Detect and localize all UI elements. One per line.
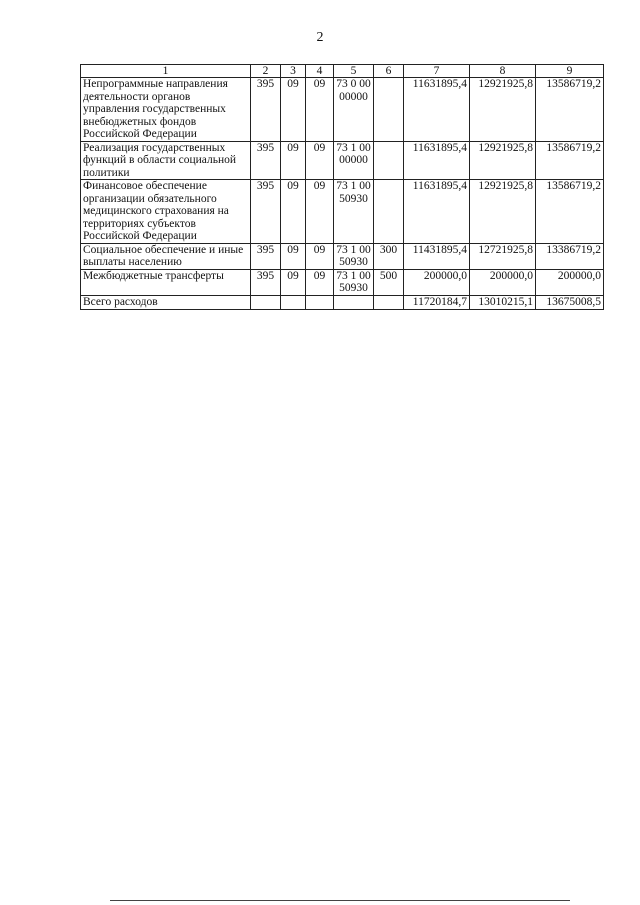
row-expense-type xyxy=(374,180,404,244)
row-amount-year3: 13386719,2 xyxy=(536,243,604,269)
row-name: Реализация государственных функций в области социальной политики xyxy=(81,141,251,180)
row-section-code: 09 xyxy=(281,180,306,244)
row-amount-year2: 200000,0 xyxy=(470,269,536,295)
row-name: Непрограммные направления деятельности органов управления государственных внебюджетных фондов Российской Федерации xyxy=(81,78,251,142)
row-admin-code: 395 xyxy=(251,141,281,180)
row-expense-type: 500 xyxy=(374,269,404,295)
expenditure-table xyxy=(80,64,604,310)
row-admin-code: 395 xyxy=(251,180,281,244)
column-header: 9 xyxy=(536,65,604,78)
total-label: Всего расходов xyxy=(81,295,251,309)
row-amount-year1: 11631895,4 xyxy=(404,180,470,244)
header-row xyxy=(81,65,604,78)
row-subsection-code: 09 xyxy=(306,78,334,142)
row-expense-type xyxy=(374,141,404,180)
row-target-article: 73 1 00 00000 xyxy=(334,141,374,180)
total-amount-year3: 13675008,5 xyxy=(536,295,604,309)
row-admin-code: 395 xyxy=(251,269,281,295)
column-header: 7 xyxy=(404,65,470,78)
row-target-article: 73 1 00 50930 xyxy=(334,180,374,244)
row-subsection-code: 09 xyxy=(306,269,334,295)
empty-cell xyxy=(334,295,374,309)
empty-cell xyxy=(251,295,281,309)
row-subsection-code: 09 xyxy=(306,243,334,269)
row-amount-year3: 13586719,2 xyxy=(536,141,604,180)
row-target-article: 73 1 00 50930 xyxy=(334,243,374,269)
table-row xyxy=(81,180,604,244)
empty-cell xyxy=(281,295,306,309)
column-header: 8 xyxy=(470,65,536,78)
table-row xyxy=(81,141,604,180)
row-amount-year3: 13586719,2 xyxy=(536,180,604,244)
row-name: Финансовое обеспечение организации обязательного медицинского страхования на территориях субъектов Российской Федерации xyxy=(81,180,251,244)
row-amount-year3: 13586719,2 xyxy=(536,78,604,142)
empty-cell xyxy=(306,295,334,309)
column-header: 2 xyxy=(251,65,281,78)
row-amount-year1: 11631895,4 xyxy=(404,78,470,142)
total-row xyxy=(81,295,604,309)
table-row xyxy=(81,243,604,269)
row-amount-year2: 12921925,8 xyxy=(470,141,536,180)
column-header: 3 xyxy=(281,65,306,78)
row-section-code: 09 xyxy=(281,141,306,180)
empty-cell xyxy=(374,295,404,309)
row-target-article: 73 0 00 00000 xyxy=(334,78,374,142)
row-expense-type: 300 xyxy=(374,243,404,269)
row-target-article: 73 1 00 50930 xyxy=(334,269,374,295)
column-header: 1 xyxy=(81,65,251,78)
column-header: 6 xyxy=(374,65,404,78)
row-amount-year1: 11431895,4 xyxy=(404,243,470,269)
row-section-code: 09 xyxy=(281,78,306,142)
row-subsection-code: 09 xyxy=(306,141,334,180)
row-section-code: 09 xyxy=(281,269,306,295)
bottom-edge-line xyxy=(110,900,570,901)
row-amount-year1: 11631895,4 xyxy=(404,141,470,180)
row-name: Межбюджетные трансферты xyxy=(81,269,251,295)
row-section-code: 09 xyxy=(281,243,306,269)
table-row xyxy=(81,269,604,295)
row-expense-type xyxy=(374,78,404,142)
row-name: Социальное обеспечение и иные выплаты населению xyxy=(81,243,251,269)
row-admin-code: 395 xyxy=(251,78,281,142)
column-header: 4 xyxy=(306,65,334,78)
table-row xyxy=(81,78,604,142)
row-amount-year2: 12921925,8 xyxy=(470,78,536,142)
page-number: 2 xyxy=(316,30,324,45)
row-amount-year1: 200000,0 xyxy=(404,269,470,295)
row-subsection-code: 09 xyxy=(306,180,334,244)
row-amount-year2: 12921925,8 xyxy=(470,180,536,244)
row-amount-year2: 12721925,8 xyxy=(470,243,536,269)
total-amount-year1: 11720184,7 xyxy=(404,295,470,309)
total-amount-year2: 13010215,1 xyxy=(470,295,536,309)
column-header: 5 xyxy=(334,65,374,78)
row-amount-year3: 200000,0 xyxy=(536,269,604,295)
row-admin-code: 395 xyxy=(251,243,281,269)
